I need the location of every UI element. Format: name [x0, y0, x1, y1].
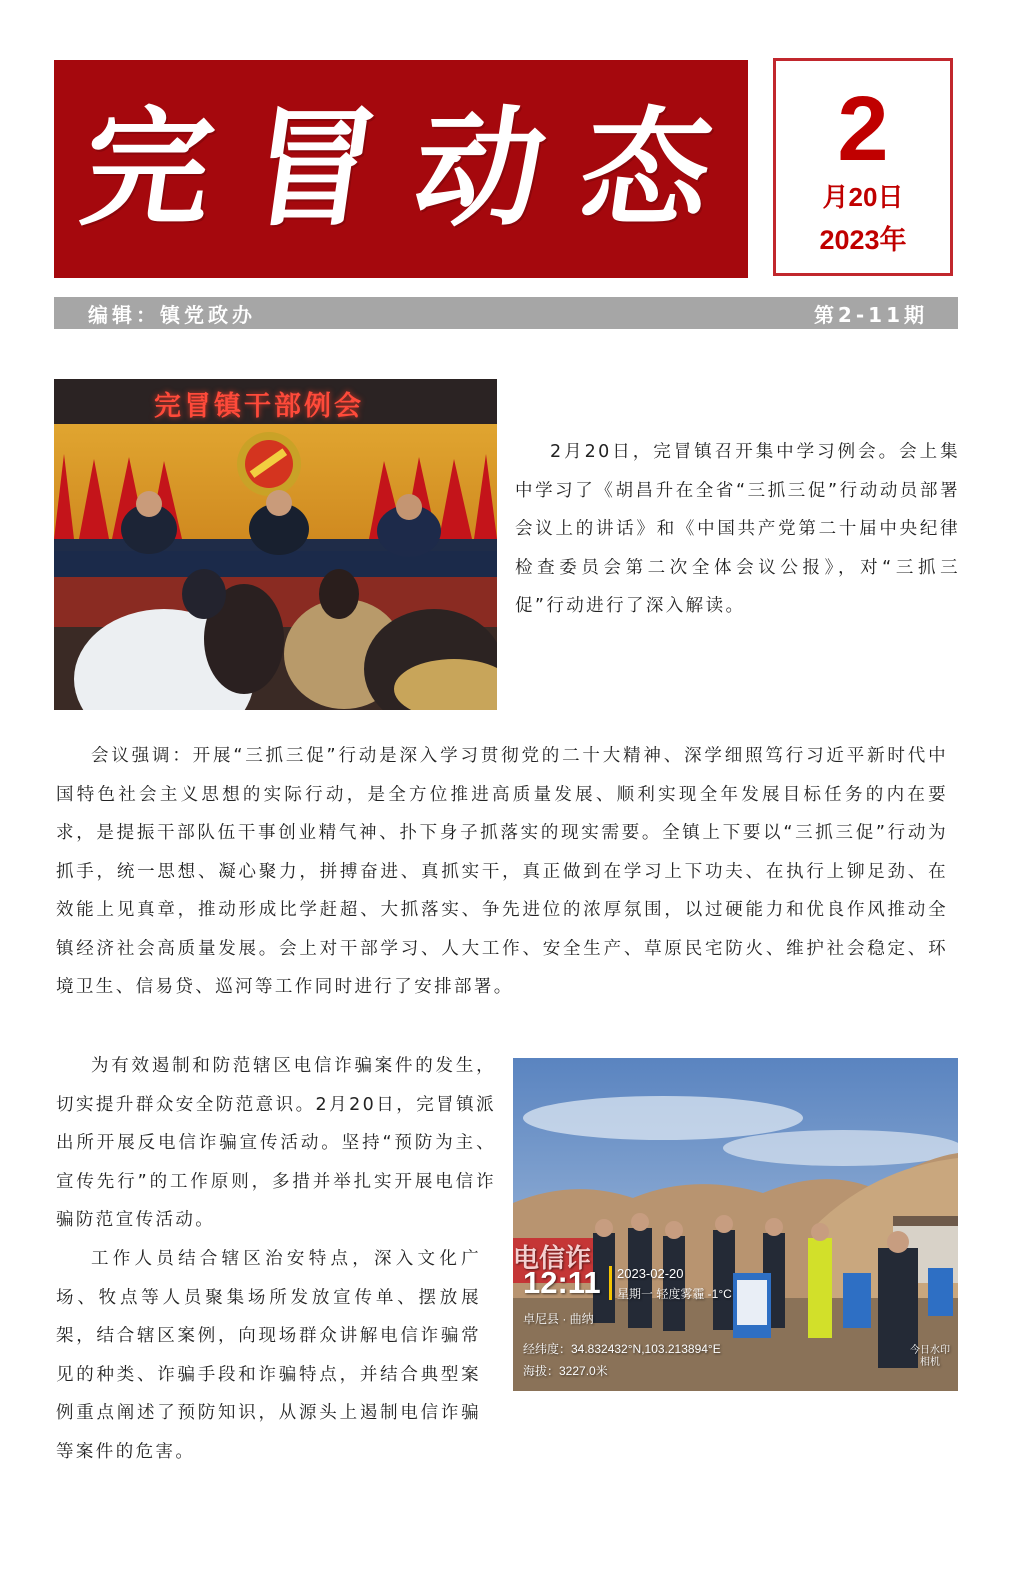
- watermark-weather: 星期一 轻度雾霾 -1°C: [617, 1287, 732, 1301]
- masthead-banner: [54, 60, 759, 278]
- meeting-banner-text: 完冒镇干部例会: [154, 391, 364, 422]
- issue-year: 2023年: [819, 225, 907, 255]
- article2-paragraph1: 为有效遏制和防范辖区电信诈骗案件的发生，切实提升群众安全防范意识。2月20日，完冒镇派出所开展反电信诈骗宣传活动。坚持“预防为主、宣传先行”的工作原则，多措并举扎实开展电信诈骗防范宣传活动。: [56, 1056, 496, 1230]
- masthead-title: 完冒动态: [73, 94, 759, 244]
- editor-label: 编辑：镇党政办: [88, 302, 256, 327]
- watermark-date: 2023-02-20: [617, 1266, 684, 1281]
- issue-date-box: [773, 58, 953, 276]
- watermark-altitude: 海拔：3227.0米: [523, 1364, 608, 1378]
- issue-number: 第2-11期: [813, 302, 928, 327]
- info-bar: [54, 297, 958, 329]
- article1-paragraph2: 会议强调：开展“三抓三促”行动是深入学习贯彻党的二十大精神、深学细照笃行习近平新时代中国特色社会主义思想的实际行动，是全方位推进高质量发展、顺利实现全年发展目标任务的内在要求，是提振干部队伍干事创业精气神、扑下身子抓落实的现实需要。全镇上下要以“三抓三促”行动为抓手，统一思想、凝心聚力，拼搏奋进、真抓实干，真正做到在学习上下功夫、在执行上铆足劲、在效能上见真章，推动形成比学赶超、大抓落实、争先进位的浓厚氛围，以过硬能力和优良作风推动全镇经济社会高质量发展。会上对干部学习、人大工作、安全生产、草原民宅防火、维护社会稳定、环境卫生、信易贷、巡河等工作同时进行了安排部署。: [56, 746, 948, 997]
- watermark-divider: [609, 1266, 612, 1300]
- campaign-photo: [513, 1058, 958, 1391]
- watermark-time: 12:11: [523, 1265, 601, 1300]
- campaign-banner-text: 电信诈: [513, 1243, 592, 1273]
- meeting-photo: [54, 379, 497, 710]
- watermark-brand: 今日水印 相机: [910, 1345, 950, 1368]
- article1-paragraph1: 2月20日，完冒镇召开集中学习例会。会上集中学习了《胡昌升在全省“三抓三促”行动动员部署会议上的讲话》和《中国共产党第二十届中央纪律检查委员会第二次全体会议公报》，对“三抓三促”行动进行了深入解读。: [515, 442, 960, 616]
- article2-paragraph2: 工作人员结合辖区治安特点，深入文化广场、牧点等人员聚集场所发放宣传单、摆放展架，结合辖区案例，向现场群众讲解电信诈骗常见的种类、诈骗手段和诈骗特点，并结合典型案例重点阐述了预防知识，从源头上遏制电信诈骗等案件的危害。: [56, 1249, 481, 1462]
- watermark-coords: 经纬度：34.832432°N,103.213894°E: [523, 1342, 721, 1356]
- watermark-location: 卓尼县 · 曲纳: [523, 1312, 594, 1326]
- issue-month-day: 月20日: [822, 182, 904, 212]
- issue-day: 2: [837, 78, 889, 180]
